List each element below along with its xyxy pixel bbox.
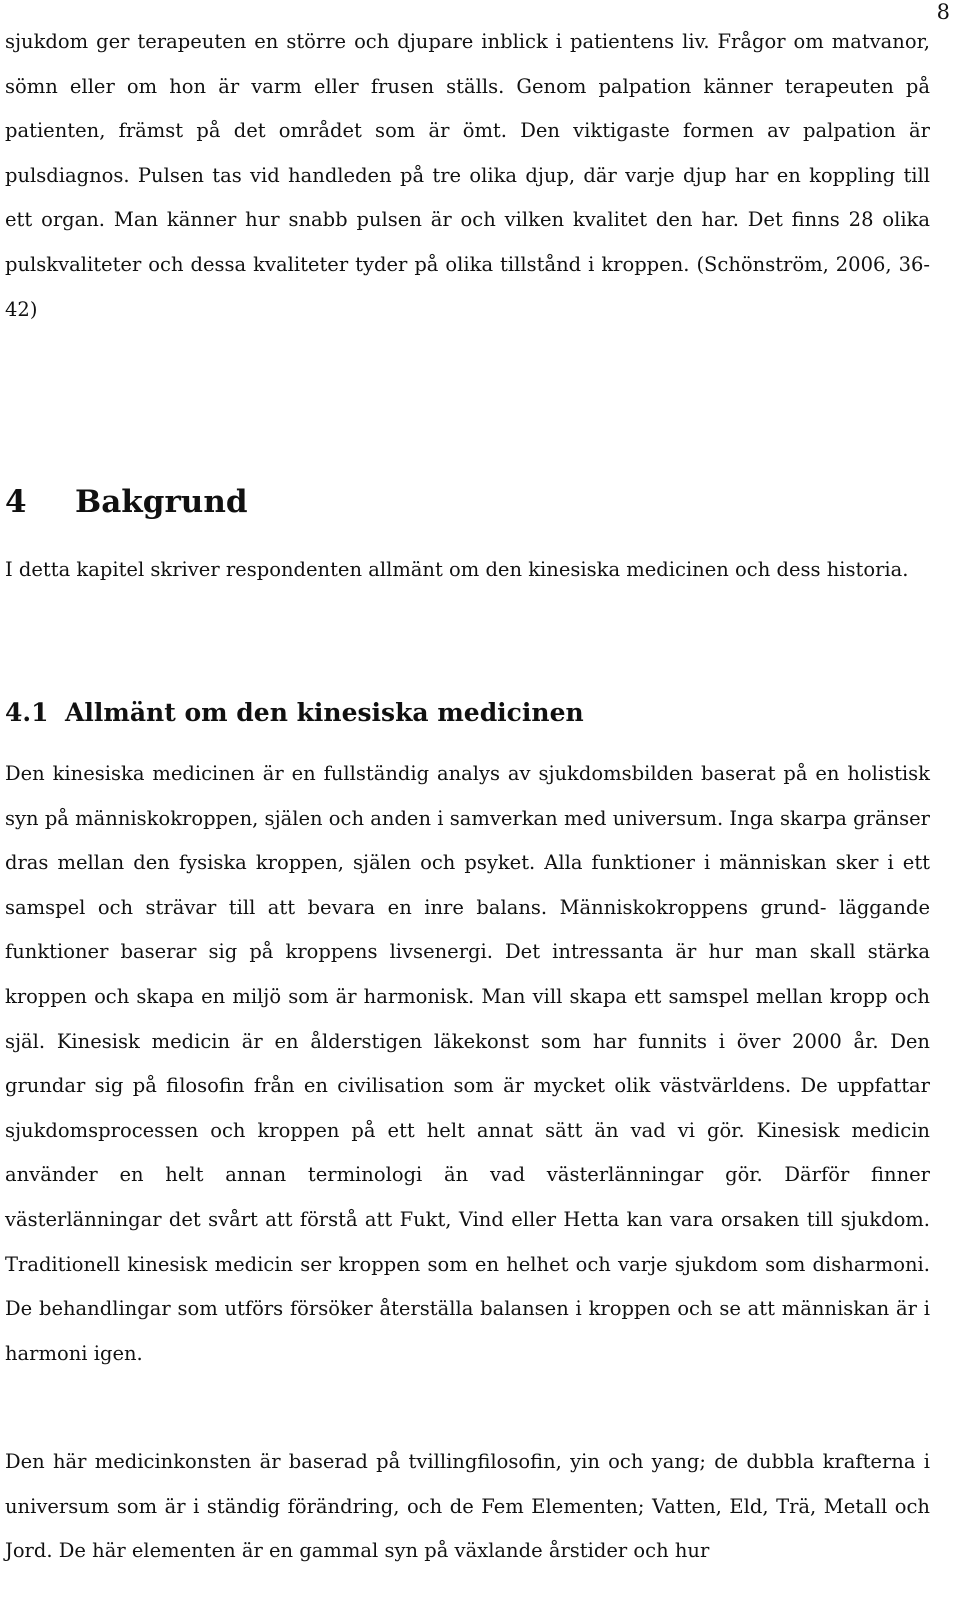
section-heading-4 <box>5 478 248 526</box>
section-title: Bakgrund <box>75 484 248 520</box>
section-4-intro: I detta kapitel skriver respondenten allmänt om den kinesiska medicinen och dess historia. <box>5 558 909 581</box>
subsection-number: 4.1 <box>5 698 49 727</box>
section-number: 4 <box>5 484 27 520</box>
intro-paragraph: sjukdom ger terapeuten en större och djupare inblick i patientens liv. Frågor om matvanor, sömn eller om hon är varm eller frusen ställs. Genom palpation känner terapeuten på patienten, främst på det området som är ömt. Den viktigaste formen av palpation är pulsdiagnos. Pulsen tas vid handleden på tre olika djup, där varje djup har en koppling till ett organ. Man känner hur snabb pulsen är och vilken kvalitet den har. Det finns 28 olika pulskvaliteter och dessa kvaliteter tyder på olika tillstånd i kroppen. (Schönström, 2006, 36-42) <box>5 30 930 321</box>
section-heading-4-1 <box>5 693 584 733</box>
section-4-1-paragraph-2: Den här medicinkonsten är baserad på tvillingfilosofin, yin och yang; de dubbla krafterna i universum som är i ständig förändring, och de Fem Elementen; Vatten, Eld, Trä, Metall och Jord. De här elementen är en gammal syn på växlande årstider och hur <box>5 1450 930 1563</box>
subsection-title: Allmänt om den kinesiska medicinen <box>65 698 584 727</box>
section-4-1-paragraph-1: Den kinesiska medicinen är en fullständig analys av sjukdomsbilden baserat på en holistisk syn på människokroppen, själen och anden i samverkan med universum. Inga skarpa gränser dras mellan den fysiska kroppen, själen och psyket. Alla funktioner i människan sker i ett samspel och strävar till att bevara en inre balans. Människokroppens grund- läggande funktioner baserar sig på kroppens livsenergi. Det intressanta är hur man skall stärka kroppen och skapa en miljö som är harmonisk. Man vill skapa ett samspel mellan kropp och själ. Kinesisk medicin är en ålderstigen läkekonst som har funnits i över 2000 år. Den grundar sig på filosofin från en civilisation som är mycket olik västvärldens. De uppfattar sjukdomsprocessen och kroppen på ett helt annat sätt än vad vi gör. Kinesisk medicin använder en helt annan terminologi än vad västerlänningar gör. Därför finner västerlänningar det svårt att förstå att Fukt, Vind eller Hetta kan vara orsaken till sjukdom. Traditionell kinesisk medicin ser kroppen som en helhet och varje sjukdom som disharmoni. De behandlingar som utförs försöker återställa balansen i kroppen och se att människan är i harmoni igen. <box>5 762 930 1365</box>
page-number: 8 <box>936 0 950 24</box>
